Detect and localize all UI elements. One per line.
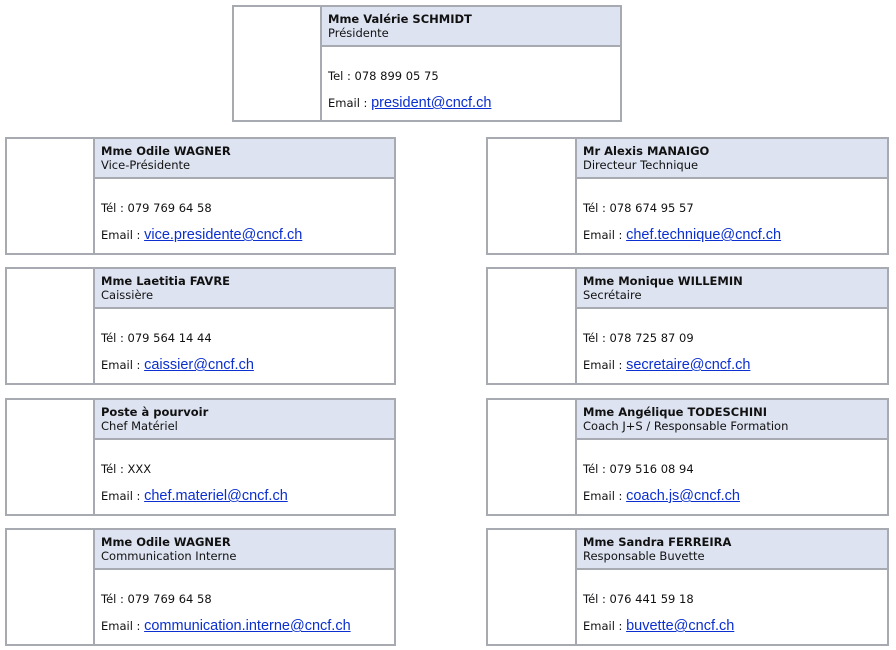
member-email: Email : vice.presidente@cncf.ch (101, 227, 303, 243)
member-role: Chef Matériel (101, 419, 178, 433)
email-link[interactable]: caissier@cncf.ch (144, 357, 254, 373)
card-header (577, 400, 887, 440)
member-photo (488, 269, 577, 383)
member-phone: Tél : 079 516 08 94 (583, 462, 694, 476)
member-photo (488, 400, 577, 514)
member-photo (234, 7, 322, 120)
member-card (486, 137, 889, 255)
member-name: Mme Sandra FERREIRA (583, 535, 732, 549)
member-role: Communication Interne (101, 549, 237, 563)
member-photo (7, 400, 95, 514)
member-card (5, 398, 396, 516)
member-photo (7, 139, 95, 253)
member-phone: Tél : 078 674 95 57 (583, 201, 694, 215)
member-card (5, 528, 396, 646)
member-photo (7, 269, 95, 383)
email-link[interactable]: secretaire@cncf.ch (626, 357, 751, 373)
member-photo (488, 530, 577, 644)
member-name: Mme Laetitia FAVRE (101, 274, 231, 288)
member-email: Email : caissier@cncf.ch (101, 357, 254, 373)
member-phone: Tél : 079 769 64 58 (101, 592, 212, 606)
member-name: Mme Odile WAGNER (101, 144, 231, 158)
member-card (5, 267, 396, 385)
member-email: Email : chef.materiel@cncf.ch (101, 488, 288, 504)
card-header (95, 269, 394, 309)
member-phone: Tél : 079 769 64 58 (101, 201, 212, 215)
member-name: Poste à pourvoir (101, 405, 209, 419)
member-email: Email : president@cncf.ch (328, 95, 492, 111)
member-photo (7, 530, 95, 644)
card-header (577, 530, 887, 570)
member-name: Mme Valérie SCHMIDT (328, 12, 472, 26)
email-link[interactable]: chef.materiel@cncf.ch (144, 488, 288, 504)
member-photo (488, 139, 577, 253)
member-name: Mme Odile WAGNER (101, 535, 231, 549)
card-header (577, 139, 887, 179)
card-header (322, 7, 620, 47)
member-email: Email : communication.interne@cncf.ch (101, 618, 351, 634)
email-link[interactable]: chef.technique@cncf.ch (626, 227, 782, 243)
member-role: Responsable Buvette (583, 549, 705, 563)
email-link[interactable]: buvette@cncf.ch (626, 618, 735, 634)
email-link[interactable]: communication.interne@cncf.ch (144, 618, 351, 634)
member-phone: Tél : 078 725 87 09 (583, 331, 694, 345)
member-email: Email : secretaire@cncf.ch (583, 357, 751, 373)
member-role: Secrétaire (583, 288, 642, 302)
member-role: Vice-Présidente (101, 158, 191, 172)
card-header (95, 400, 394, 440)
member-card (5, 137, 396, 255)
member-card (486, 528, 889, 646)
member-email: Email : buvette@cncf.ch (583, 618, 735, 634)
member-phone: Tél : 076 441 59 18 (583, 592, 694, 606)
email-link[interactable]: president@cncf.ch (371, 95, 492, 111)
member-phone: Tel : 078 899 05 75 (328, 69, 439, 83)
member-phone: Tél : XXX (101, 462, 152, 476)
card-header (95, 530, 394, 570)
member-email: Email : chef.technique@cncf.ch (583, 227, 782, 243)
member-email: Email : coach.js@cncf.ch (583, 488, 740, 504)
member-phone: Tél : 079 564 14 44 (101, 331, 212, 345)
card-header (95, 139, 394, 179)
member-role: Caissière (101, 288, 154, 302)
email-link[interactable]: vice.presidente@cncf.ch (144, 227, 303, 243)
member-card (486, 398, 889, 516)
member-name: Mr Alexis MANAIGO (583, 144, 710, 158)
member-name: Mme Angélique TODESCHINI (583, 405, 768, 419)
member-role: Coach J+S / Responsable Formation (583, 419, 789, 433)
card-header (577, 269, 887, 309)
email-link[interactable]: coach.js@cncf.ch (626, 488, 740, 504)
member-role: Directeur Technique (583, 158, 699, 172)
member-role: Présidente (328, 26, 389, 40)
member-card (486, 267, 889, 385)
member-name: Mme Monique WILLEMIN (583, 274, 743, 288)
president-card (232, 5, 622, 122)
